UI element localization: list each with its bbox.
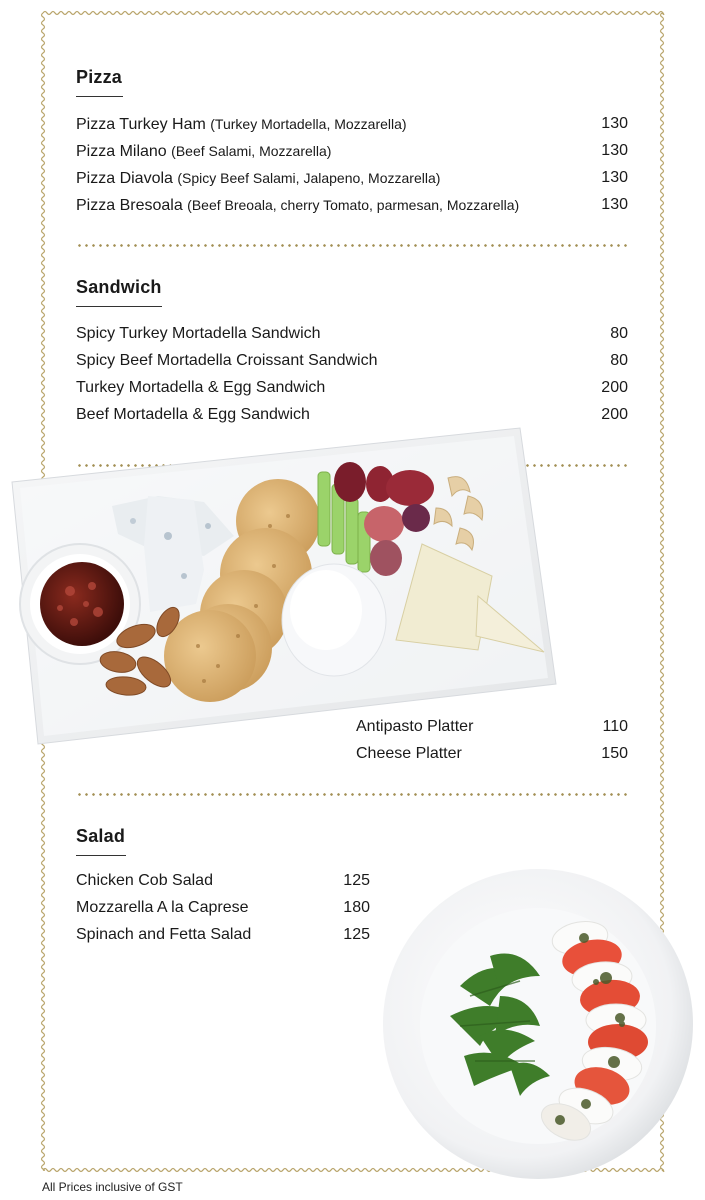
- item-price: 130: [601, 169, 628, 186]
- item-price: 80: [610, 325, 628, 342]
- item-price: 130: [601, 196, 628, 213]
- item-note: (Turkey Mortadella, Mozzarella): [210, 116, 407, 132]
- item-note: (Beef Breoala, cherry Tomato, parmesan, Mozzarella): [187, 197, 520, 213]
- item-price: 200: [601, 379, 628, 396]
- footer-note: All Prices inclusive of GST: [42, 1180, 183, 1194]
- item-name: Pizza Bresoala: [76, 197, 183, 214]
- item-price: 150: [601, 745, 628, 762]
- menu-item: Beef Mortadella & Egg Sandwich: [76, 406, 310, 423]
- item-price: 125: [343, 926, 370, 943]
- section-underline: [76, 96, 123, 97]
- menu-item: Turkey Mortadella & Egg Sandwich: [76, 379, 326, 396]
- menu-item: Cheese Platter: [356, 745, 462, 762]
- platter-photo: [8, 426, 560, 746]
- dotted-divider: [76, 793, 628, 796]
- menu-item: Antipasto Platter: [356, 718, 474, 735]
- section-title-pizza: Pizza: [76, 67, 123, 87]
- section-title-salad: Salad: [76, 826, 126, 846]
- menu-item: [76, 114, 407, 135]
- section-underline: [76, 306, 162, 307]
- menu-item: Spicy Turkey Mortadella Sandwich: [76, 325, 321, 342]
- item-name: Pizza Milano: [76, 143, 167, 160]
- item-price: 130: [601, 142, 628, 159]
- menu-item: Spicy Beef Mortadella Croissant Sandwich: [76, 352, 378, 369]
- item-price: 125: [343, 872, 370, 889]
- menu-item: Chicken Cob Salad: [76, 872, 213, 889]
- section-title-sandwich: Sandwich: [76, 277, 162, 297]
- item-name: Pizza Turkey Ham: [76, 116, 206, 133]
- item-note: (Beef Salami, Mozzarella): [171, 143, 332, 159]
- item-note: (Spicy Beef Salami, Jalapeno, Mozzarella): [177, 170, 441, 186]
- menu-item: [76, 141, 331, 162]
- menu-item: Mozzarella A la Caprese: [76, 899, 249, 916]
- dotted-divider: [76, 244, 628, 247]
- item-price: 80: [610, 352, 628, 369]
- menu-item: Spinach and Fetta Salad: [76, 926, 252, 943]
- item-price: 180: [343, 899, 370, 916]
- item-name: Pizza Diavola: [76, 170, 173, 187]
- item-price: 130: [601, 115, 628, 132]
- menu-item: [76, 168, 440, 189]
- item-price: 110: [602, 718, 628, 735]
- section-underline: [76, 855, 126, 856]
- menu-item: [76, 195, 519, 216]
- item-price: 200: [601, 406, 628, 423]
- caprese-photo: [380, 866, 698, 1184]
